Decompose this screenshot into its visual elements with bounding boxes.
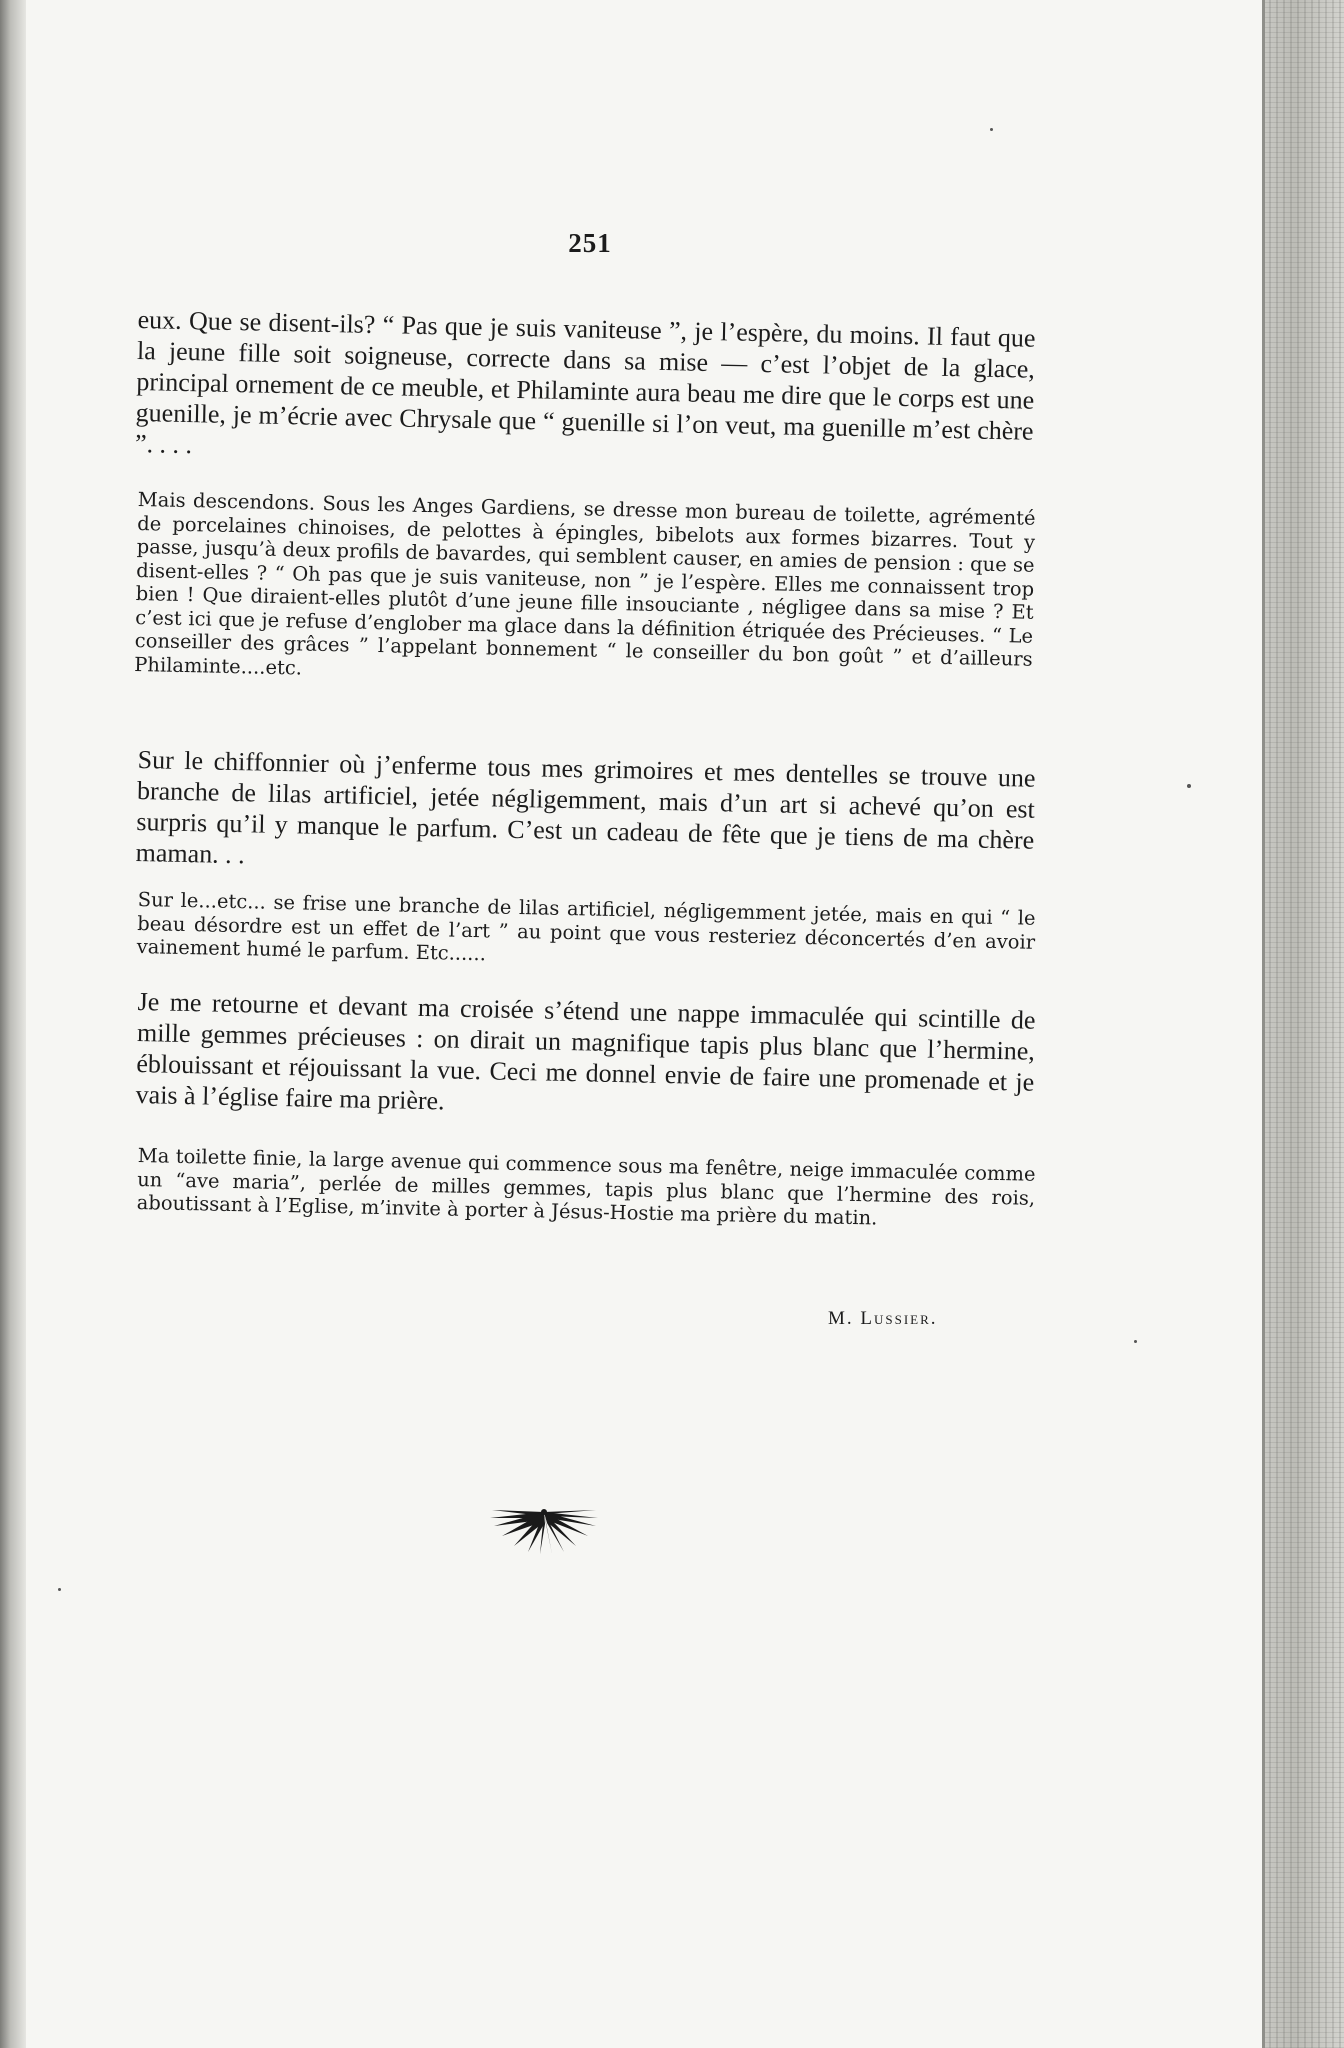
paragraph-large-3: Je me retourne et devant ma croisée s’étend une nappe immaculée qui scintille de mille gemmes précieuses : on dirait un magnifique tapis plus blanc que l’hermine, éblouissant et réjouissant la vue. Ceci me donnel envie de faire une promenade et je vais à l’église faire ma prière. — [135, 986, 1036, 1116]
gutter-edge-line — [1262, 0, 1265, 2048]
scan-speck — [990, 128, 993, 131]
paragraph-small-1: Mais descendons. Sous les Anges Gardiens, se dresse mon bureau de toilette, agrémenté de porcelaines chinoises, de pelottes à épingles, bibelots aux formes bizarres. Tout y passe, jusqu’à deux profils de bavardes, qui semblent causer, en amies de pension : que se disent-elles ? “ Oh pas que je suis vaniteuse, non ” je l’espère. Elles me connaissent trop bien ! Que diraient-elles plutôt d’une jeune fille insouciante , négligee dans sa mise ? Et c’est ici que je refuse d’englober ma glace dans la définition étriquée des Précieuses. “ Le conseiller des grâces ” l’appelant bonnement “ le conseiller du bon goût ” et d’ailleurs Philaminte....etc. — [134, 487, 1036, 679]
page-number: 251 — [568, 228, 612, 258]
scan-speck — [1187, 784, 1191, 788]
page-gutter-binding — [1262, 0, 1344, 2048]
scan-speck — [1134, 1340, 1137, 1343]
scan-speck — [58, 1588, 61, 1591]
left-page-edge-shadow — [0, 0, 26, 2048]
paragraph-small-3: Ma toilette finie, la large avenue qui commence sous ma fenêtre, neige immaculée comme un “ave maria”, perlée de milles gemmes, tapis plus blanc que l’hermine des rois, aboutissant à l’Eglise, m’invite à porter à Jésus-Hostie ma prière du matin. — [136, 1143, 1036, 1229]
fleuron-ornament-icon — [484, 1506, 604, 1556]
author-signature: M. Lussier. — [828, 1308, 938, 1329]
paragraph-large-1: eux. Que se disent-ils? “ Pas que je suis vaniteuse ”, je l’espère, du moins. Il faut que la jeune fille soit soigneuse, correcte dans sa mise — c’est l’objet de la glace, principal ornement de ce meuble, et Philaminte aura beau me dire que le corps est une guenille, je m’écrie avec Chrysale que “ guenille si l’on veut, ma guenille m’est chère ”. . . . — [134, 304, 1036, 460]
paragraph-small-2: Sur le...etc... se frise une branche de lilas artificiel, négligemment jetée, mais en qui “ le beau désordre est un effet de l’art ” au point que vous resteriez déconcertés d’en avoir vainement humé le parfum. Etc...... — [136, 887, 1036, 965]
paragraph-large-2: Sur le chiffonnier où j’enferme tous mes grimoires et mes dentelles se trouve une branche de lilas artificiel, jetée négligemment, mais d’un art si achevé qu’on est surpris qu’il y manque le parfum. C’est un cadeau de fête que je tiens de ma chère maman. . . — [135, 744, 1036, 870]
